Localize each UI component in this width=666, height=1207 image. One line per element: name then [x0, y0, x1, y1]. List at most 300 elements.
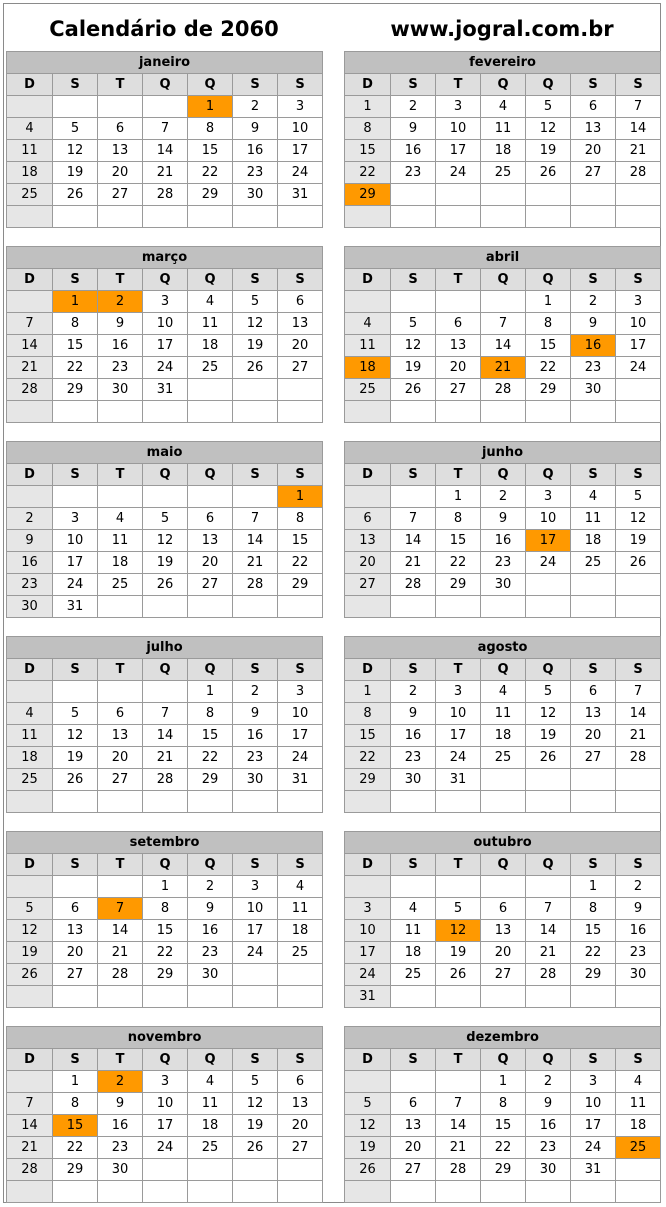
day-cell: 28 [98, 964, 143, 986]
day-cell: 5 [53, 118, 98, 140]
empty-day-cell [143, 791, 188, 813]
empty-day-cell [571, 574, 616, 596]
day-cell: 17 [53, 552, 98, 574]
day-cell: 2 [188, 876, 233, 898]
weekday-header: T [436, 269, 481, 291]
day-cell: 11 [7, 140, 53, 162]
empty-day-cell [526, 596, 571, 618]
empty-day-cell [616, 769, 661, 791]
day-cell: 6 [481, 898, 526, 920]
day-cell: 8 [53, 313, 98, 335]
day-cell: 29 [53, 1159, 98, 1181]
empty-day-cell [143, 986, 188, 1008]
day-cell: 25 [98, 574, 143, 596]
day-cell: 11 [188, 313, 233, 335]
day-cell: 4 [98, 508, 143, 530]
weekday-header: S [571, 464, 616, 486]
day-cell: 9 [98, 1093, 143, 1115]
day-cell: 1 [345, 681, 391, 703]
day-cell: 28 [233, 574, 278, 596]
day-cell: 14 [616, 118, 661, 140]
empty-day-cell [278, 596, 323, 618]
weekday-header: S [278, 854, 323, 876]
day-cell: 6 [98, 118, 143, 140]
weekday-header: Q [481, 1049, 526, 1071]
day-cell: 20 [98, 162, 143, 184]
day-cell: 29 [571, 964, 616, 986]
empty-day-cell [616, 206, 661, 228]
day-cell: 14 [526, 920, 571, 942]
day-cell: 9 [233, 118, 278, 140]
empty-day-cell [345, 401, 391, 423]
day-cell: 5 [53, 703, 98, 725]
empty-day-cell [526, 876, 571, 898]
empty-day-cell [481, 291, 526, 313]
weekday-header: T [436, 1049, 481, 1071]
holiday-day-cell: 1 [278, 486, 323, 508]
day-cell: 30 [571, 379, 616, 401]
day-cell: 28 [143, 184, 188, 206]
empty-day-cell [391, 986, 436, 1008]
day-cell: 27 [391, 1159, 436, 1181]
weekday-header: S [53, 269, 98, 291]
weekday-header: Q [481, 854, 526, 876]
day-cell: 18 [188, 1115, 233, 1137]
day-cell: 4 [7, 703, 53, 725]
day-cell: 7 [7, 1093, 53, 1115]
empty-day-cell [345, 291, 391, 313]
empty-day-cell [7, 486, 53, 508]
day-cell: 22 [345, 162, 391, 184]
empty-day-cell [526, 574, 571, 596]
day-cell: 18 [616, 1115, 661, 1137]
month-calendar [6, 636, 322, 813]
day-cell: 14 [7, 1115, 53, 1137]
day-cell: 16 [391, 725, 436, 747]
day-cell: 18 [481, 725, 526, 747]
day-cell: 25 [481, 162, 526, 184]
holiday-day-cell: 15 [53, 1115, 98, 1137]
empty-day-cell [391, 1181, 436, 1203]
empty-day-cell [53, 486, 98, 508]
day-cell: 31 [143, 379, 188, 401]
day-cell: 21 [98, 942, 143, 964]
day-cell: 28 [616, 162, 661, 184]
day-cell: 17 [436, 140, 481, 162]
day-cell: 15 [53, 335, 98, 357]
day-cell: 13 [98, 725, 143, 747]
day-cell: 29 [188, 184, 233, 206]
day-cell: 29 [526, 379, 571, 401]
day-cell: 30 [526, 1159, 571, 1181]
day-cell: 7 [143, 118, 188, 140]
empty-day-cell [98, 986, 143, 1008]
empty-day-cell [233, 964, 278, 986]
day-cell: 22 [53, 1137, 98, 1159]
month-calendar [6, 441, 322, 618]
day-cell: 29 [53, 379, 98, 401]
holiday-day-cell: 18 [345, 357, 391, 379]
holiday-day-cell: 7 [98, 898, 143, 920]
day-cell: 4 [188, 1071, 233, 1093]
day-cell: 26 [7, 964, 53, 986]
day-cell: 16 [616, 920, 661, 942]
month-name: março [7, 247, 323, 269]
day-cell: 6 [345, 508, 391, 530]
weekday-header: S [278, 659, 323, 681]
day-cell: 28 [481, 379, 526, 401]
empty-day-cell [188, 986, 233, 1008]
day-cell: 5 [233, 1071, 278, 1093]
day-cell: 21 [526, 942, 571, 964]
day-cell: 10 [53, 530, 98, 552]
day-cell: 8 [345, 118, 391, 140]
empty-day-cell [7, 96, 53, 118]
day-cell: 4 [7, 118, 53, 140]
day-cell: 21 [436, 1137, 481, 1159]
weekday-header: D [345, 854, 391, 876]
weekday-header: Q [526, 854, 571, 876]
day-cell: 20 [278, 1115, 323, 1137]
holiday-day-cell: 16 [571, 335, 616, 357]
day-cell: 8 [188, 703, 233, 725]
day-cell: 15 [188, 140, 233, 162]
day-cell: 30 [481, 574, 526, 596]
day-cell: 27 [481, 964, 526, 986]
empty-day-cell [53, 401, 98, 423]
day-cell: 23 [98, 357, 143, 379]
day-cell: 17 [436, 725, 481, 747]
day-cell: 27 [278, 1137, 323, 1159]
empty-day-cell [278, 986, 323, 1008]
day-cell: 30 [7, 596, 53, 618]
day-cell: 2 [571, 291, 616, 313]
empty-day-cell [526, 769, 571, 791]
holiday-day-cell: 1 [53, 291, 98, 313]
day-cell: 7 [616, 681, 661, 703]
day-cell: 8 [436, 508, 481, 530]
day-cell: 30 [233, 769, 278, 791]
day-cell: 13 [571, 703, 616, 725]
month-name: maio [7, 442, 323, 464]
day-cell: 24 [436, 747, 481, 769]
day-cell: 7 [436, 1093, 481, 1115]
day-cell: 24 [616, 357, 661, 379]
day-cell: 22 [53, 357, 98, 379]
day-cell: 26 [526, 162, 571, 184]
weekday-header: Q [526, 269, 571, 291]
day-cell: 15 [436, 530, 481, 552]
month-calendar [6, 51, 322, 228]
day-cell: 15 [571, 920, 616, 942]
day-cell: 17 [616, 335, 661, 357]
empty-day-cell [98, 596, 143, 618]
day-cell: 4 [481, 681, 526, 703]
weekday-header: S [53, 74, 98, 96]
day-cell: 1 [481, 1071, 526, 1093]
day-cell: 4 [391, 898, 436, 920]
empty-day-cell [188, 486, 233, 508]
empty-day-cell [526, 791, 571, 813]
day-cell: 16 [526, 1115, 571, 1137]
day-cell: 26 [345, 1159, 391, 1181]
empty-day-cell [278, 379, 323, 401]
day-cell: 11 [345, 335, 391, 357]
day-cell: 16 [233, 140, 278, 162]
holiday-day-cell: 12 [436, 920, 481, 942]
empty-day-cell [436, 184, 481, 206]
day-cell: 5 [345, 1093, 391, 1115]
day-cell: 12 [7, 920, 53, 942]
month-name: fevereiro [345, 52, 661, 74]
weekday-header: S [391, 659, 436, 681]
weekday-header: S [571, 269, 616, 291]
weekday-header: T [98, 659, 143, 681]
empty-day-cell [391, 206, 436, 228]
empty-day-cell [571, 791, 616, 813]
day-cell: 22 [188, 747, 233, 769]
weekday-header: D [345, 1049, 391, 1071]
weekday-header: S [571, 74, 616, 96]
day-cell: 19 [345, 1137, 391, 1159]
day-cell: 21 [616, 140, 661, 162]
day-cell: 10 [616, 313, 661, 335]
day-cell: 31 [278, 769, 323, 791]
day-cell: 2 [391, 96, 436, 118]
weekday-header: S [233, 1049, 278, 1071]
weekday-header: Q [188, 74, 233, 96]
day-cell: 5 [391, 313, 436, 335]
day-cell: 25 [188, 1137, 233, 1159]
weekday-header: Q [481, 269, 526, 291]
day-cell: 12 [53, 140, 98, 162]
empty-day-cell [481, 184, 526, 206]
day-cell: 22 [526, 357, 571, 379]
day-cell: 30 [98, 1159, 143, 1181]
day-cell: 9 [98, 313, 143, 335]
empty-day-cell [616, 574, 661, 596]
empty-day-cell [616, 986, 661, 1008]
day-cell: 14 [233, 530, 278, 552]
empty-day-cell [188, 206, 233, 228]
day-cell: 26 [143, 574, 188, 596]
weekday-header: T [98, 854, 143, 876]
weekday-header: Q [188, 1049, 233, 1071]
empty-day-cell [143, 486, 188, 508]
day-cell: 20 [571, 725, 616, 747]
holiday-day-cell: 2 [98, 1071, 143, 1093]
empty-day-cell [233, 986, 278, 1008]
day-cell: 7 [143, 703, 188, 725]
weekday-header: Q [526, 1049, 571, 1071]
day-cell: 3 [143, 1071, 188, 1093]
day-cell: 23 [233, 162, 278, 184]
day-cell: 20 [345, 552, 391, 574]
day-cell: 9 [391, 703, 436, 725]
weekday-header: Q [526, 464, 571, 486]
day-cell: 19 [526, 140, 571, 162]
empty-day-cell [526, 986, 571, 1008]
weekday-header: S [571, 1049, 616, 1071]
empty-day-cell [7, 986, 53, 1008]
empty-day-cell [143, 1181, 188, 1203]
day-cell: 5 [7, 898, 53, 920]
day-cell: 15 [188, 725, 233, 747]
day-cell: 21 [7, 357, 53, 379]
day-cell: 11 [571, 508, 616, 530]
day-cell: 26 [53, 769, 98, 791]
day-cell: 9 [391, 118, 436, 140]
day-cell: 22 [143, 942, 188, 964]
day-cell: 7 [526, 898, 571, 920]
day-cell: 12 [233, 1093, 278, 1115]
day-cell: 12 [233, 313, 278, 335]
day-cell: 11 [481, 118, 526, 140]
empty-day-cell [345, 596, 391, 618]
day-cell: 27 [571, 747, 616, 769]
weekday-header: D [7, 854, 53, 876]
day-cell: 2 [233, 681, 278, 703]
empty-day-cell [98, 791, 143, 813]
weekday-header: S [53, 659, 98, 681]
day-cell: 14 [391, 530, 436, 552]
day-cell: 1 [571, 876, 616, 898]
empty-day-cell [233, 1181, 278, 1203]
day-cell: 28 [436, 1159, 481, 1181]
day-cell: 10 [526, 508, 571, 530]
day-cell: 3 [143, 291, 188, 313]
day-cell: 17 [571, 1115, 616, 1137]
day-cell: 17 [278, 725, 323, 747]
weekday-header: T [436, 464, 481, 486]
empty-day-cell [436, 986, 481, 1008]
empty-day-cell [436, 876, 481, 898]
weekday-header: D [7, 464, 53, 486]
day-cell: 2 [526, 1071, 571, 1093]
empty-day-cell [233, 401, 278, 423]
day-cell: 3 [526, 486, 571, 508]
empty-day-cell [616, 401, 661, 423]
empty-day-cell [481, 596, 526, 618]
month-name: abril [345, 247, 661, 269]
day-cell: 29 [345, 769, 391, 791]
day-cell: 12 [616, 508, 661, 530]
day-cell: 19 [233, 335, 278, 357]
day-cell: 20 [53, 942, 98, 964]
empty-day-cell [616, 791, 661, 813]
empty-day-cell [53, 791, 98, 813]
day-cell: 21 [143, 747, 188, 769]
weekday-header: Q [481, 464, 526, 486]
day-cell: 14 [143, 140, 188, 162]
day-cell: 3 [278, 96, 323, 118]
day-cell: 31 [345, 986, 391, 1008]
weekday-header: Q [188, 269, 233, 291]
day-cell: 31 [53, 596, 98, 618]
month-name: setembro [7, 832, 323, 854]
day-cell: 11 [391, 920, 436, 942]
day-cell: 22 [481, 1137, 526, 1159]
empty-day-cell [7, 1181, 53, 1203]
day-cell: 2 [391, 681, 436, 703]
day-cell: 23 [98, 1137, 143, 1159]
empty-day-cell [391, 184, 436, 206]
empty-day-cell [143, 596, 188, 618]
day-cell: 17 [345, 942, 391, 964]
day-cell: 29 [188, 769, 233, 791]
empty-day-cell [278, 1159, 323, 1181]
day-cell: 11 [7, 725, 53, 747]
day-cell: 17 [143, 335, 188, 357]
day-cell: 19 [526, 725, 571, 747]
day-cell: 25 [345, 379, 391, 401]
empty-day-cell [345, 876, 391, 898]
day-cell: 22 [345, 747, 391, 769]
day-cell: 6 [436, 313, 481, 335]
month-calendar [344, 246, 660, 423]
empty-day-cell [436, 401, 481, 423]
empty-day-cell [98, 206, 143, 228]
empty-day-cell [188, 401, 233, 423]
day-cell: 3 [436, 681, 481, 703]
day-cell: 11 [98, 530, 143, 552]
empty-day-cell [98, 681, 143, 703]
month-name: janeiro [7, 52, 323, 74]
day-cell: 26 [616, 552, 661, 574]
day-cell: 15 [481, 1115, 526, 1137]
day-cell: 17 [233, 920, 278, 942]
day-cell: 27 [278, 357, 323, 379]
day-cell: 13 [391, 1115, 436, 1137]
day-cell: 29 [278, 574, 323, 596]
empty-day-cell [391, 1071, 436, 1093]
day-cell: 6 [571, 96, 616, 118]
day-cell: 13 [98, 140, 143, 162]
month-name: julho [7, 637, 323, 659]
day-cell: 3 [345, 898, 391, 920]
day-cell: 7 [233, 508, 278, 530]
weekday-header: S [53, 464, 98, 486]
weekday-header: S [616, 854, 661, 876]
day-cell: 16 [7, 552, 53, 574]
day-cell: 9 [616, 898, 661, 920]
holiday-day-cell: 21 [481, 357, 526, 379]
day-cell: 4 [278, 876, 323, 898]
day-cell: 23 [391, 747, 436, 769]
day-cell: 19 [7, 942, 53, 964]
empty-day-cell [233, 791, 278, 813]
day-cell: 13 [278, 1093, 323, 1115]
empty-day-cell [436, 206, 481, 228]
day-cell: 16 [98, 335, 143, 357]
day-cell: 16 [188, 920, 233, 942]
empty-day-cell [143, 96, 188, 118]
day-cell: 27 [571, 162, 616, 184]
day-cell: 14 [436, 1115, 481, 1137]
weekday-header: S [278, 464, 323, 486]
day-cell: 27 [345, 574, 391, 596]
empty-day-cell [481, 206, 526, 228]
empty-day-cell [278, 964, 323, 986]
holiday-day-cell: 17 [526, 530, 571, 552]
day-cell: 19 [436, 942, 481, 964]
day-cell: 8 [143, 898, 188, 920]
day-cell: 23 [7, 574, 53, 596]
weekday-header: T [436, 74, 481, 96]
day-cell: 9 [526, 1093, 571, 1115]
day-cell: 4 [481, 96, 526, 118]
day-cell: 22 [278, 552, 323, 574]
